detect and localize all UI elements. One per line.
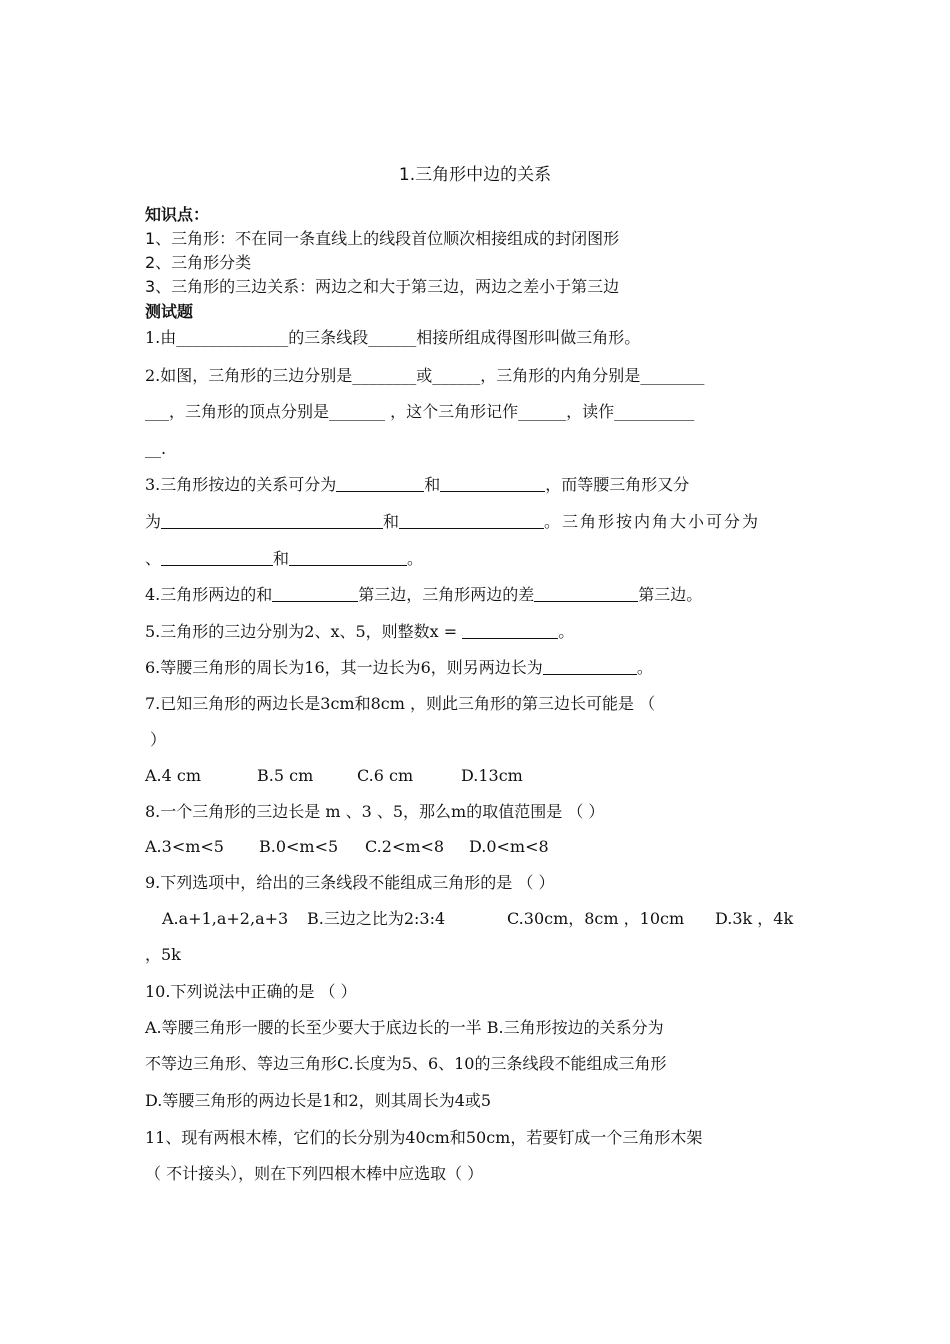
blank: ______________ xyxy=(176,328,289,347)
blank: __________ xyxy=(614,402,695,421)
blank xyxy=(440,473,545,492)
question-10-line-2: 不等边三角形、等边三角形C.长度为5、6、10的三条线段不能组成三角形 xyxy=(145,1054,667,1073)
blank xyxy=(462,620,558,639)
question-3-line-2: 为 和 。三角形按内角大小可分为 xyxy=(145,512,761,531)
blank: ______ xyxy=(432,366,481,385)
blank: ___ xyxy=(145,402,169,421)
question-8-stem: 8.一个三角形的三边长是 m 、3 、5，那么m的取值范围是 （ ） xyxy=(145,802,605,821)
question-7-stem: 7.已知三角形的两边长是3cm和8cm ，则此三角形的第三边长可能是 （ xyxy=(145,694,656,713)
question-9-options-cont: ，5k xyxy=(145,945,181,964)
test-heading: 测试题 xyxy=(145,302,194,321)
question-11-line-2: （ 不计接头），则在下列四根木棒中应选取（ ） xyxy=(145,1164,484,1183)
question-8-options: A.3<m<5 B.0<m<5 C.2<m<8 D.0<m<8 xyxy=(145,837,549,856)
question-10-stem: 10.下列说法中正确的是 （ ） xyxy=(145,982,357,1001)
question-2-line-2: ___，三角形的顶点分别是_______ ，这个三角形记作______，读作__________ xyxy=(145,402,695,421)
blank xyxy=(336,473,424,492)
question-9-stem: 9.下列选项中，给出的三条线段不能组成三角形的是 （ ） xyxy=(145,873,555,892)
knowledge-item: 2、三角形分类 xyxy=(145,253,252,272)
question-5: 5.三角形的三边分别为2、x、5，则整数x = 。 xyxy=(145,622,575,641)
question-11-line-1: 11、现有两根木棒，它们的长分别为40cm和50cm，若要钉成一个三角形木架 xyxy=(145,1128,703,1147)
question-4: 4.三角形两边的和 第三边，三角形两边的差 第三边。 xyxy=(145,585,703,604)
question-3-line-1: 3.三角形按边的关系可分为 和 ，而等腰三角形又分 xyxy=(145,475,690,494)
blank xyxy=(534,583,638,602)
question-10-line-1: A.等腰三角形一腰的长至少要大于底边长的一半 B.三角形按边的关系分为 xyxy=(145,1018,664,1037)
page-title: 1.三角形中边的关系 xyxy=(398,165,552,185)
question-7-stem-end: ） xyxy=(150,730,167,749)
blank: __ xyxy=(145,439,161,458)
knowledge-item: 3、三角形的三边关系：两边之和大于第三边，两边之差小于第三边 xyxy=(145,277,620,296)
knowledge-item: 1、三角形：不在同一条直线上的线段首位顺次相接组成的封闭图形 xyxy=(145,229,620,248)
question-10-line-3: D.等腰三角形的两边长是1和2，则其周长为4或5 xyxy=(145,1091,492,1110)
blank xyxy=(543,656,637,675)
blank: ________ xyxy=(352,366,417,385)
blank: ______ xyxy=(368,328,417,347)
question-6: 6.等腰三角形的周长为16，其一边长为6，则另两边长为 。 xyxy=(145,658,653,677)
knowledge-heading: 知识点： xyxy=(145,205,210,224)
blank xyxy=(161,510,383,529)
question-1: 1.由______________的三条线段______相接所组成得图形叫做三角形。 xyxy=(145,328,641,347)
question-2-line-3: __. xyxy=(145,439,167,458)
blank xyxy=(161,547,273,566)
blank: ______ xyxy=(518,402,567,421)
blank: _______ xyxy=(329,402,386,421)
blank xyxy=(289,547,407,566)
question-3-line-3: 、 和 。 xyxy=(145,549,424,568)
question-2-line-1: 2.如图，三角形的三边分别是________或______，三角形的内角分别是________ xyxy=(145,366,705,385)
blank xyxy=(399,510,544,529)
question-7-options: A.4 cm B.5 cm C.6 cm D.13cm xyxy=(145,766,523,785)
blank xyxy=(272,583,358,602)
question-9-options: A.a+1,a+2,a+3 B.三边之比为2:3:4 C.30cm，8cm ，10cm D.3k ，4k xyxy=(162,909,794,928)
blank: ________ xyxy=(640,366,705,385)
